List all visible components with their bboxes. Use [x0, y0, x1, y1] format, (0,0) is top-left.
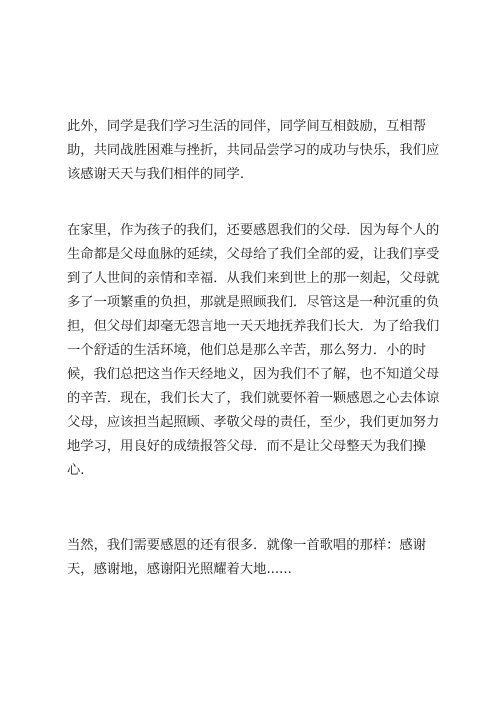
- text-line: 当然，我们需要感恩的还有很多．就像一首歌唱的那样：感谢: [67, 538, 427, 553]
- text-line: 生命都是父母血脉的延续，父母给了我们全部的爱，让我们享受: [67, 247, 440, 262]
- paragraph-classmates: [67, 115, 440, 187]
- text-line: 地学习，用良好的成绩报答父母．而不是让父母整天为我们操: [67, 439, 427, 454]
- text-line: 到了人世间的亲情和幸福．从我们来到世上的那一刻起，父母就: [67, 271, 440, 286]
- text-line: 多了一项繁重的负担，那就是照顾我们．尽管这是一种沉重的负: [67, 295, 440, 310]
- text-line: 该感谢天天与我们相伴的同学.: [67, 167, 245, 182]
- text-line: 助，共同战胜困难与挫折，共同品尝学习的成功与快乐，我们应: [67, 143, 440, 158]
- text-line: 担，但父母们却毫无怨言地一天天地抚养我们长大．为了给我们: [67, 319, 440, 334]
- text-line: 心.: [67, 463, 85, 478]
- text-line: 候，我们总把这当作天经地义，因为我们不了解，也不知道父母: [67, 367, 440, 382]
- text-line: 的辛苦．现在，我们长大了，我们就要怀着一颗感恩之心去体谅: [67, 391, 440, 406]
- text-line: 父母，应该担当起照顾、孝敬父母的责任，至少，我们更加努力: [67, 415, 440, 430]
- text-line: 在家里，作为孩子的我们，还要感恩我们的父母．因为每个人的: [67, 223, 440, 238]
- text-line: 天，感谢地，感谢阳光照耀着大地......: [67, 562, 292, 577]
- text-line: 此外，同学是我们学习生活的同伴，同学间互相鼓励，互相帮: [67, 119, 427, 134]
- paragraph-parents: [67, 219, 440, 483]
- text-line: 一个舒适的生活环境，他们总是那么辛苦，那么努力．小的时: [67, 343, 427, 358]
- paragraph-gratitude-song: [67, 534, 437, 582]
